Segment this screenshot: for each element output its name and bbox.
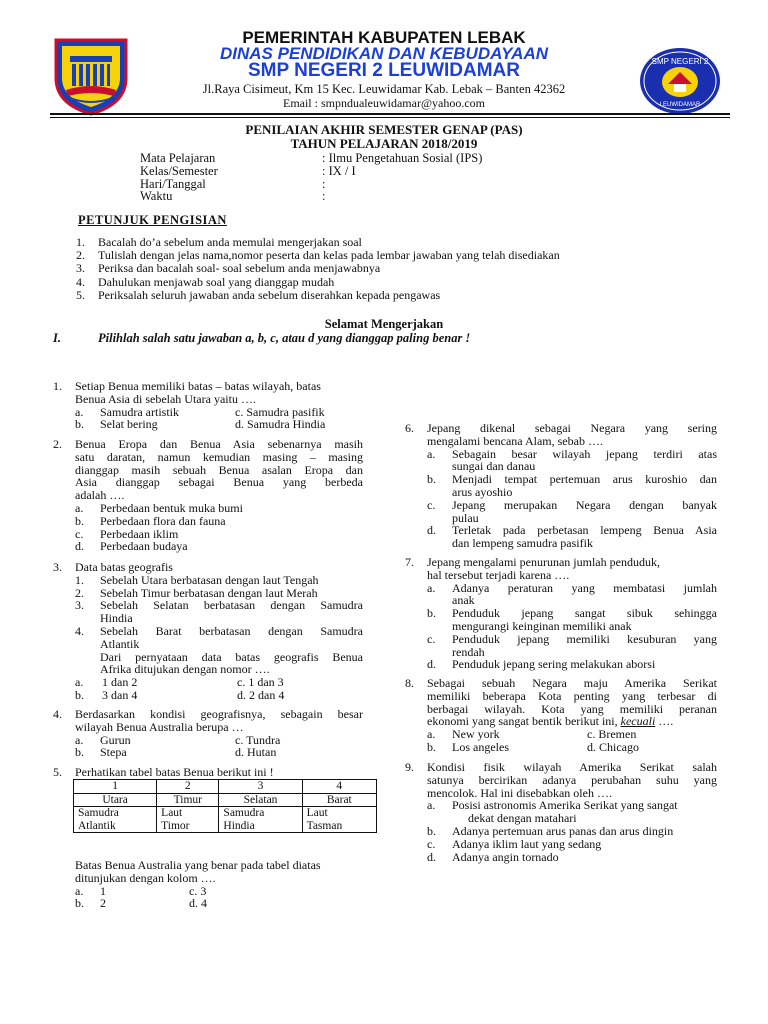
option-text: d. Chicago xyxy=(587,739,639,754)
option-text: Samudra artistik xyxy=(100,404,179,419)
question-7 xyxy=(405,556,717,671)
option-letter: a. xyxy=(75,883,84,898)
option-letter: c. xyxy=(427,497,436,512)
option-text: Los angeles xyxy=(452,739,509,754)
instruction-number: 1. xyxy=(76,235,85,249)
question-text-line: Berdasarkan kondisi geografisnya, sebagain besar xyxy=(75,707,363,721)
option-text: New york xyxy=(452,727,500,742)
option-letter: a. xyxy=(427,727,436,742)
statement-number xyxy=(75,638,100,651)
question-4 xyxy=(53,708,363,759)
good-luck-text: Selamat Mengerjakan xyxy=(324,317,444,331)
table-cell-line: Laut xyxy=(161,807,183,819)
option-text: rendah xyxy=(452,644,485,659)
option-letter: a. xyxy=(427,446,436,461)
question-number: 2. xyxy=(53,437,62,451)
option-letter: d. xyxy=(75,539,84,554)
option-letter: d. xyxy=(427,523,436,538)
question-text-line: Benua Asia di sebelah Utara yaitu …. xyxy=(75,391,256,406)
instruction-number: 4. xyxy=(76,274,85,289)
table-cell-line: Tasman xyxy=(306,819,343,832)
table-cell xyxy=(74,807,157,833)
option-text: c. Tundra xyxy=(235,732,281,747)
question-text-line: Setiap Benua memiliki batas – batas wilayah, batas xyxy=(75,379,321,393)
option-text: mengurangi keinginan memiliki anak xyxy=(452,618,632,633)
option-text: 3 dan 4 xyxy=(102,687,138,702)
question-number: 1. xyxy=(53,379,62,393)
option-text: d. 2 dan 4 xyxy=(237,687,285,702)
section-instruction: Pilihlah salah satu jawaban a, b, c, atau d yang dianggap paling benar ! xyxy=(98,331,471,345)
table-cell-line: Hindia xyxy=(223,819,255,832)
option-text: Menjadi tempat pertemuan arus kuroshio dan xyxy=(452,472,717,487)
option-text: Terletak pada perbetasan lempeng Benua Asia xyxy=(452,523,717,538)
question-text-segment: ekonomi yang sangat bentik berikut ini, xyxy=(427,714,621,729)
option-text: arus ayoshio xyxy=(452,484,513,499)
header-school: SMP NEGERI 2 LEUWIDAMAR xyxy=(247,60,520,81)
question-emphasis: kecuali xyxy=(620,714,656,729)
table-cell xyxy=(219,807,302,833)
option-letter: b. xyxy=(427,606,436,621)
option-letter: b. xyxy=(427,823,436,838)
option-text: c. 3 xyxy=(189,883,207,898)
option-text: Gurun xyxy=(100,732,131,747)
instruction-text: Bacalah do’a sebelum anda memulai mengerjakan soal xyxy=(98,235,362,249)
header-rule-thick xyxy=(50,113,730,115)
question-number: 7. xyxy=(405,555,414,569)
statement-text: Dari pernyataan data batas geografis Benua xyxy=(100,649,363,664)
statement-text: Atlantik xyxy=(100,636,140,651)
option-text: Selat bering xyxy=(100,417,158,432)
question-text-line: Batas Benua Australia yang benar pada tabel diatas xyxy=(75,858,321,872)
option-text: pulau xyxy=(452,510,479,525)
option-letter: b. xyxy=(75,417,84,432)
question-text-line: Sebagai sebuah Negara maju Amerika Serikat xyxy=(427,676,717,690)
option-letter: a. xyxy=(75,500,84,515)
option-letter: a. xyxy=(75,732,84,747)
table-cell: 2 xyxy=(157,780,219,794)
statement-number: 4. xyxy=(75,623,84,638)
option-text: Posisi astronomis Amerika Serikat yang sangat xyxy=(452,798,678,813)
option-letter: a. xyxy=(75,675,84,690)
option-text: Adanya iklim laut yang sedang xyxy=(452,836,602,851)
question-2 xyxy=(53,438,363,553)
meta-key: Kelas/Semester xyxy=(140,163,218,178)
question-number: 4. xyxy=(53,707,62,721)
meta-key: Hari/Tanggal xyxy=(140,176,206,191)
option-text: c. Bremen xyxy=(587,727,637,742)
question-9 xyxy=(405,761,717,863)
option-text: Perbedaan iklim xyxy=(100,526,179,541)
right-logo-text: SMP NEGERI 2 xyxy=(651,57,709,66)
question-number: 8. xyxy=(405,676,414,690)
question-text-line: Benua Eropa dan Benua Asia sebenarnya masih xyxy=(75,437,363,451)
instructions-list xyxy=(76,236,560,302)
statement-text: Hindia xyxy=(100,611,133,626)
question-text-line: Kondisi fisik wilayah Amerika Serikat salah xyxy=(427,760,717,774)
question-text-line: wilayah Benua Australia berupa … xyxy=(75,719,244,734)
option-text: Penduduk jepang sering melakukan aborsi xyxy=(452,657,656,672)
question-5-continued xyxy=(75,859,370,910)
option-text: dan lempeng samudra pasifik xyxy=(452,536,593,551)
option-text: Penduduk jepang memiliki kesuburan yang xyxy=(452,631,717,646)
table-cell-line: Samudra xyxy=(223,807,265,819)
option-text: c. Samudra pasifik xyxy=(235,404,325,419)
header-email: Email : smpndualeuwidamar@yahoo.com xyxy=(282,96,485,110)
option-text: d. Hutan xyxy=(235,745,277,760)
statement-number: 2. xyxy=(75,585,84,600)
exam-year: TAHUN PELAJARAN 2018/2019 xyxy=(290,136,478,151)
question-text-line: ditunjukan dengan kolom …. xyxy=(75,870,216,885)
question-text-line: berbagai wilayah. Kota yang memiliki peranan xyxy=(427,701,717,716)
option-text: Perbedaan budaya xyxy=(100,539,188,554)
option-text: c. 1 dan 3 xyxy=(237,675,284,690)
option-letter: c. xyxy=(427,631,436,646)
instruction-number: 2. xyxy=(76,248,85,263)
question-text-line: Asia dianggap sebagai Benua yang berbeda xyxy=(75,475,363,490)
table-cell-line: Atlantik xyxy=(78,819,116,832)
question-number: 5. xyxy=(53,765,62,779)
header-rule-thin xyxy=(50,117,730,118)
table-header: Selatan xyxy=(219,793,302,807)
statement-text: Sebelah Barat berbatasan dengan Samudra xyxy=(100,623,363,638)
option-text: 2 xyxy=(100,896,106,911)
section-number: I. xyxy=(53,331,61,345)
instruction-text: Dahulukan menjawab soal yang dianggap mudah xyxy=(98,274,335,289)
question-text-line: Jepang dikenal sebagai Negara yang sering xyxy=(427,421,717,435)
meta-key: Waktu xyxy=(140,189,173,204)
option-text: Penduduk jepang sangat sibuk sehingga xyxy=(452,606,717,621)
question-text-line: mencolok. Hal ini disebabkan oleh …. xyxy=(427,785,612,800)
statement-text: Afrika ditujukan dengan nomor …. xyxy=(100,662,270,677)
question-text-segment: …. xyxy=(655,714,674,729)
question-6 xyxy=(405,422,717,550)
option-text: 1 dan 2 xyxy=(102,675,138,690)
question-text-line: satu daratan, namun kemudian masing – masing xyxy=(75,449,363,464)
question-number: 3. xyxy=(53,560,62,574)
option-letter: b. xyxy=(75,513,84,528)
table-cell: 1 xyxy=(74,780,157,794)
option-text: sungai dan danau xyxy=(452,459,536,474)
option-text: Jepang merupakan Negara dengan banyak xyxy=(452,497,717,512)
question-5 xyxy=(53,766,363,779)
table-cell-line: Samudra xyxy=(78,807,119,819)
question-text-line: satunya bercirikan adanya perubahan suhu yang xyxy=(427,772,717,787)
option-letter: b. xyxy=(427,472,436,487)
option-text: Adanya peraturan yang membatasi jumlah xyxy=(452,580,717,595)
option-letter: b. xyxy=(75,896,84,911)
statement-number: 1. xyxy=(75,572,84,587)
question-text-line: dianggap masih sebuah Benua asalan Eropa dan xyxy=(75,462,363,477)
option-text: anak xyxy=(452,593,475,608)
option-letter: b. xyxy=(427,739,436,754)
meta-value: : xyxy=(322,176,326,191)
exam-title: PENILAIAN AKHIR SEMESTER GENAP (PAS) xyxy=(245,122,523,137)
meta-value: : IX / I xyxy=(322,163,356,178)
table-cell-line: Timor xyxy=(161,819,190,832)
statement-text: Sebelah Timur berbatasan dengan laut Merah xyxy=(100,585,318,600)
question-number: 6. xyxy=(405,421,414,435)
option-text: dekat dengan matahari xyxy=(468,811,577,826)
table-cell xyxy=(302,807,376,833)
meta-key: Mata Pelajaran xyxy=(140,151,216,165)
question-1 xyxy=(53,380,363,431)
question-8 xyxy=(405,677,717,754)
table-cell-line: Laut xyxy=(306,807,328,819)
table-header: Barat xyxy=(302,793,376,807)
instruction-text: Periksa dan bacalah soal- soal sebelum anda menjawabnya xyxy=(98,261,381,276)
question-text-line: adalah …. xyxy=(75,488,125,503)
table-cell: 3 xyxy=(219,780,302,794)
option-letter: c. xyxy=(75,526,84,541)
header-address: Jl.Raya Cisimeut, Km 15 Kec. Leuwidamar Kab. Lebak – Banten 42362 xyxy=(202,82,566,96)
option-letter: b. xyxy=(75,687,84,702)
question-3 xyxy=(53,561,363,702)
option-text: Adanya pertemuan arus panas dan arus dingin xyxy=(452,823,674,838)
table-cell xyxy=(157,807,219,833)
option-letter: a. xyxy=(75,404,84,419)
question-text-line: Jepang mengalami penurunan jumlah penduduk, xyxy=(427,555,660,569)
statement-number xyxy=(75,651,100,664)
table-cell: 4 xyxy=(302,780,376,794)
instruction-text: Tulislah dengan jelas nama,nomor peserta dan kelas pada lembar jawaban yang telah disediakan xyxy=(98,248,560,263)
instructions-title: PETUNJUK PENGISIAN xyxy=(78,213,227,227)
question-text-line: Perhatikan tabel batas Benua berikut ini ! xyxy=(75,765,274,779)
option-text: Perbedaan flora dan fauna xyxy=(100,513,226,528)
option-text: Stepa xyxy=(100,745,127,760)
continent-border-table xyxy=(73,779,377,833)
right-logo-bottom-text: LEUWIDAMAR xyxy=(659,102,701,108)
option-letter: a. xyxy=(427,798,436,813)
option-text: Sebagain besar wilayah jepang terdiri atas xyxy=(452,446,717,461)
option-text: 1 xyxy=(100,883,106,898)
question-number: 9. xyxy=(405,760,414,774)
option-letter: d. xyxy=(427,657,436,672)
meta-value: : xyxy=(322,189,326,204)
option-letter: b. xyxy=(75,745,84,760)
statement-number: 3. xyxy=(75,598,84,613)
question-text-line: hal tersebut terjadi karena …. xyxy=(427,567,570,582)
option-text: Perbedaan bentuk muka bumi xyxy=(100,500,243,515)
exam-meta xyxy=(140,152,482,203)
instruction-number: 5. xyxy=(76,287,85,302)
question-text-line: memiliki beberapa Kota penting yang terbesar di xyxy=(427,688,717,703)
option-letter: a. xyxy=(427,580,436,595)
table-header: Timur xyxy=(157,793,219,807)
table-header: Utara xyxy=(74,793,157,807)
header-department: DINAS PENDIDIKAN DAN KEBUDAYAAN xyxy=(219,44,549,63)
option-letter: c. xyxy=(427,836,436,851)
meta-value: : Ilmu Pengetahuan Sosial (IPS) xyxy=(322,151,483,165)
option-letter: d. xyxy=(427,849,436,864)
header-government: PEMERINTAH KABUPATEN LEBAK xyxy=(242,28,526,47)
statement-text: Sebelah Selatan berbatasan dengan Samudra xyxy=(100,598,363,613)
instruction-text: Periksalah seluruh jawaban anda sebelum diserahkan kepada pengawas xyxy=(98,287,441,302)
question-text-line: Data batas geografis xyxy=(75,560,173,574)
option-text: d. 4 xyxy=(189,896,207,911)
question-text-line: mengalami bencana Alam, sebab …. xyxy=(427,433,603,448)
statement-text: Sebelah Utara berbatasan dengan laut Tengah xyxy=(100,572,319,587)
instruction-number: 3. xyxy=(76,261,85,276)
option-text: Adanya angin tornado xyxy=(452,849,559,864)
option-text: d. Samudra Hindia xyxy=(235,417,326,432)
